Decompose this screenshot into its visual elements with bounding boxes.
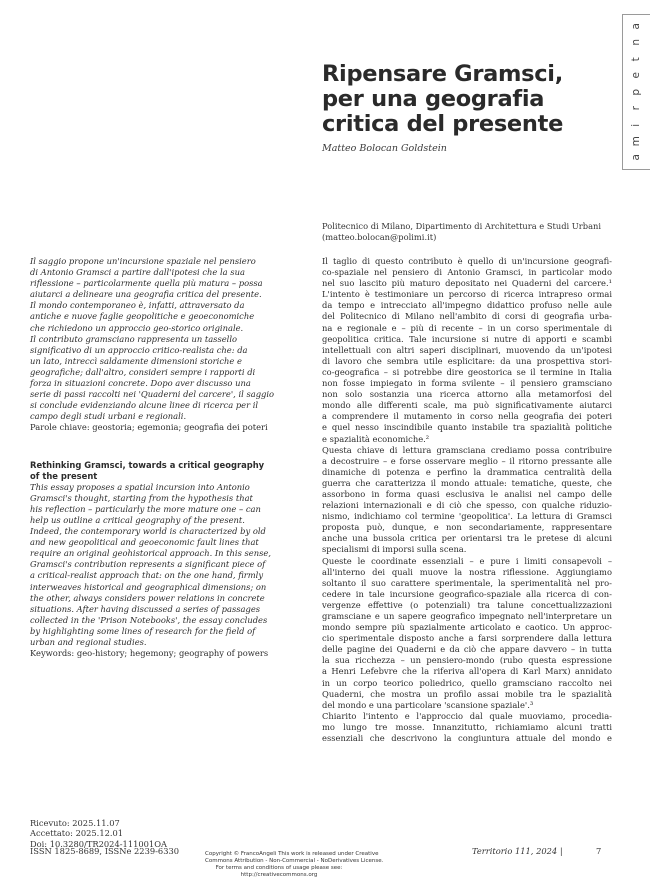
- side-tab-letter: a: [630, 154, 643, 161]
- section-side-tab: [622, 14, 650, 170]
- side-tab-letter: e: [630, 72, 643, 79]
- accepted-date: Accettato: 2025.12.01: [30, 828, 124, 839]
- body-line: cio sperimentale disposto anche a farsi sorprendere dalla lettura: [322, 633, 612, 644]
- body-line: a decostruire – e forse osservare meglio – il ritorno pressante alle: [322, 455, 612, 466]
- title-line: Ripensare Gramsci,: [322, 61, 563, 87]
- body-line: specialismi di imporsi sulla scena.: [322, 544, 467, 555]
- affiliation-line: Politecnico di Milano, Dipartimento di Architettura e Studi Urbani: [322, 221, 602, 231]
- body-line: Chiarito l'intento e l'approccio dal quale muoviamo, procedia-: [322, 710, 612, 721]
- body-line: nel suo lascito più maturo depositato nei Quaderni del carcere.¹: [322, 278, 612, 289]
- page-number: 7: [596, 846, 602, 856]
- body-line: e quel nesso inscindibile quanto instabile tra spazialità politiche: [322, 422, 612, 433]
- side-tab-letter: p: [630, 88, 643, 96]
- license-line: For terms and conditions of usage please see:: [215, 865, 343, 871]
- footer-license: [205, 851, 384, 879]
- abstract-line: collected in the 'Prison Notebooks', the essay concludes: [30, 614, 268, 625]
- title-line: per una geografia: [322, 86, 545, 112]
- abstract-line: antiche e nuove faglie geopolitiche e geoeconomiche: [30, 311, 255, 322]
- body-line: Il taglio di questo contributo è quello di un'incursione geografi-: [322, 256, 612, 266]
- body-line: e spazialità economiche.²: [322, 433, 430, 444]
- english-title-line: of the present: [30, 470, 98, 481]
- side-tab-letter: a: [630, 22, 643, 30]
- affiliation-email: (matteo.bolocan@polimi.it): [322, 232, 437, 242]
- author-affiliation: [322, 221, 612, 243]
- body-line: Questa chiave di lettura gramsciana crediamo possa contribuire: [322, 444, 612, 455]
- body-line: vergenze effettive (o potenziali) tra talune concettualizzazioni: [322, 599, 612, 610]
- abstract-column: [30, 256, 302, 659]
- side-tab-letter: t: [630, 57, 643, 62]
- side-tab-letter: i: [630, 123, 643, 127]
- body-line: proposta può, dunque, e non secondariamente, rappresentare: [322, 522, 612, 533]
- body-line: a comprendere il mutamento in corso nella geografia dei poteri: [322, 411, 612, 422]
- abstract-line: Gramsci's thought, starting from the hypothesis that: [30, 492, 253, 503]
- body-line: non fosse impiegato in forma svilente – il pensiero gramsciano: [322, 378, 612, 389]
- side-tab-letter: n: [630, 39, 643, 46]
- body-line: a Henri Lefebvre che la riferiva all'opera di Karl Marx) annidato: [322, 666, 612, 677]
- body-line: co-spaziale nel pensiero di Antonio Gramsci, in particolar modo: [322, 267, 612, 278]
- side-tab-letter: m: [630, 136, 643, 147]
- abstract-line: and new geopolitical and geoeconomic fault lines that: [30, 537, 259, 548]
- abstract-line: This essay proposes a spatial incursion into Antonio: [30, 481, 250, 492]
- license-line: Copyright © FrancoAngeli This work is released under Creative: [205, 851, 379, 857]
- body-line: essenziali che descrivono la congiuntura attuale del mondo e: [322, 733, 612, 744]
- abstract-line: riflessione – particolarmente quella più matura – possa: [30, 278, 263, 289]
- abstract-line: Il contributo gramsciano rappresenta un tassello: [30, 333, 238, 344]
- body-line: mondo sempre più spazialmente articolato e caotico. Un approc-: [322, 622, 612, 633]
- article-title: [322, 62, 602, 137]
- body-line: del mondo e una particolare 'scansione spaziale'.³: [322, 699, 534, 710]
- body-line: mondo alle differenti scale, ma può significativamente aiutarci: [322, 400, 612, 411]
- abstract-line: geografiche; dall'altro, consideri sempre i rapporti di: [30, 366, 256, 377]
- abstract-line: un lato, intreccì saldamente dimensioni storiche e: [30, 355, 242, 366]
- english-title-line: Rethinking Gramsci, towards a critical geography: [30, 459, 265, 470]
- abstract-line: help us outline a critical geography of the present.: [30, 514, 245, 525]
- footer-journal: Territorio 111, 2024 |: [472, 846, 563, 856]
- article-author: Matteo Bolocan Goldstein: [322, 143, 447, 154]
- body-line: intellettuali con altri saperi disciplinari, muovendo da un'ipotesi: [322, 344, 612, 355]
- abstract-english: [30, 482, 302, 648]
- body-line: relazioni internazionali e di ciò che spesso, con qualche riduzio-: [322, 500, 612, 511]
- abstract-line: urban and regional studies.: [30, 637, 147, 647]
- body-line: non solo sostanzia una ricerca attorno alla metamorfosi del: [322, 389, 612, 400]
- abstract-line: a critical-realist approach that: on the one hand, firmly: [30, 570, 264, 581]
- footer-issn: ISSN 1825-8689, ISSNe 2239-6330: [30, 846, 180, 856]
- abstract-line: di Antonio Gramsci a partire dall'ipotesi che la sua: [30, 267, 245, 278]
- body-line: la sua ricchezza – un pensiero-mondo (rubo questa espressione: [322, 655, 612, 666]
- abstract-line: the other, always considers power relations in concrete: [30, 592, 265, 603]
- keywords-english: Keywords: geo-history; hegemony; geography of powers: [30, 648, 269, 659]
- body-line: assorbono in forma quasi esclusiva le analisi nel campo delle: [322, 488, 612, 499]
- body-line: cedere in tale incursione geografico-spaziale alla ricerca di con-: [322, 588, 612, 599]
- body-line: guerra che caratterizza il mondo attuale: tematiche, queste, che: [322, 477, 612, 488]
- abstract-line: aiutarci a delineare una geografia critica del presente.: [30, 289, 262, 300]
- abstract-line: si conclude evidenziando alcune linee di ricerca per il: [30, 400, 259, 411]
- body-line: delle pagine dei Quaderni e da ciò che appare davvero – in tutta: [322, 644, 612, 655]
- body-line: dinamiche di potenza e perfino la drammatica centralità della: [322, 466, 612, 477]
- license-line: Commons Attribution - Non-Commercial - NoDerivatives License.: [205, 858, 384, 864]
- title-line: critica del presente: [322, 111, 564, 137]
- body-line: anche una bussola critica per orientarsi tra le pretese di alcuni: [322, 533, 612, 544]
- abstract-line: Il mondo contemporaneo è, infatti, attraversato da: [30, 300, 245, 311]
- body-line: Quaderni, che mostra un profilo assai mobile tra le spazialità: [322, 688, 612, 699]
- body-line: all'interno dei quali muove la nostra riflessione. Aggiungiamo: [322, 566, 612, 577]
- abstract-line: significativo di un approccio critico-realista che: da: [30, 344, 248, 355]
- body-line: nismo, indichiamo col termine 'geopolitica'. La lettura di Gramsci: [322, 511, 612, 522]
- abstract-italian: [30, 256, 302, 422]
- body-line: na e regionale e – più di recente – in un corso sperimentale di: [322, 322, 612, 333]
- body-line: co-geografica – si potrebbe dire geostorica se il termine in Italia: [322, 366, 612, 377]
- doi: Doi: 10.3280/TR2024-111001OA: [30, 838, 168, 849]
- received-date: Ricevuto: 2025.11.07: [30, 818, 120, 828]
- abstract-line: Gramsci's contribution represents a significant piece of: [30, 559, 266, 570]
- abstract-line: by highlighting some lines of research for the field of: [30, 625, 256, 636]
- abstract-line: forza in situazioni concrete. Dopo aver discusso una: [30, 378, 251, 389]
- body-line: gramsciane e un sapere geografico impegnato nell'interpretare un: [322, 611, 612, 621]
- abstract-line: his reflection – particularly the more mature one – can: [30, 503, 261, 514]
- body-line: di lavoro che sembra utile esplicitare: da una prospettiva stori-: [322, 355, 612, 366]
- side-tab-letter: r: [630, 106, 643, 111]
- body-column: [322, 256, 612, 744]
- keywords-italian: Parole chiave: geostoria; egemonia; geografia dei poteri: [30, 422, 268, 433]
- abstract-line: situations. After having discussed a series of passages: [30, 603, 261, 614]
- abstract-line: interweaves historical and geographical dimensions; on: [30, 581, 267, 592]
- abstract-line: Indeed, the contemporary world is characterized by old: [30, 526, 266, 537]
- body-line: Queste le coordinate essenziali – e pure i limiti consapevoli –: [322, 555, 612, 566]
- body-line: mo lungo tre mosse. Innanzitutto, richiamiamo alcuni tratti: [322, 721, 612, 732]
- license-link[interactable]: http://creativecommons.org: [240, 872, 318, 878]
- body-line: L'intento è testimoniare un percorso di ricerca intrapreso ormai: [322, 289, 612, 300]
- abstract-line: serie di passi raccolti nei 'Quaderni del carcere', il saggio: [30, 389, 275, 400]
- body-line: da tempo e intrecciato all'impegno didattico profuso nelle aule: [322, 300, 612, 311]
- submission-dates: [30, 818, 167, 849]
- body-line: in un corpo teorico poliedrico, quello gramsciano raccolto nei: [322, 677, 612, 688]
- abstract-line: che richiedono un approccio geo-storico originale.: [30, 322, 244, 333]
- abstract-line: require an original geohistorical approach. In this sense,: [30, 548, 271, 559]
- body-line: del Politecnico di Milano nell'ambito di corsi di geografia urba-: [322, 311, 612, 322]
- abstract-line: Il saggio propone un'incursione spaziale nel pensiero: [30, 256, 256, 266]
- body-line: geopolitica critica. Tale incursione si nutre di apporti e scambi: [322, 333, 612, 344]
- abstract-line: campo degli studi urbani e regionali.: [30, 411, 187, 422]
- body-line: soltanto il suo carattere sperimentale, la sperimentalità nel pro-: [322, 577, 612, 588]
